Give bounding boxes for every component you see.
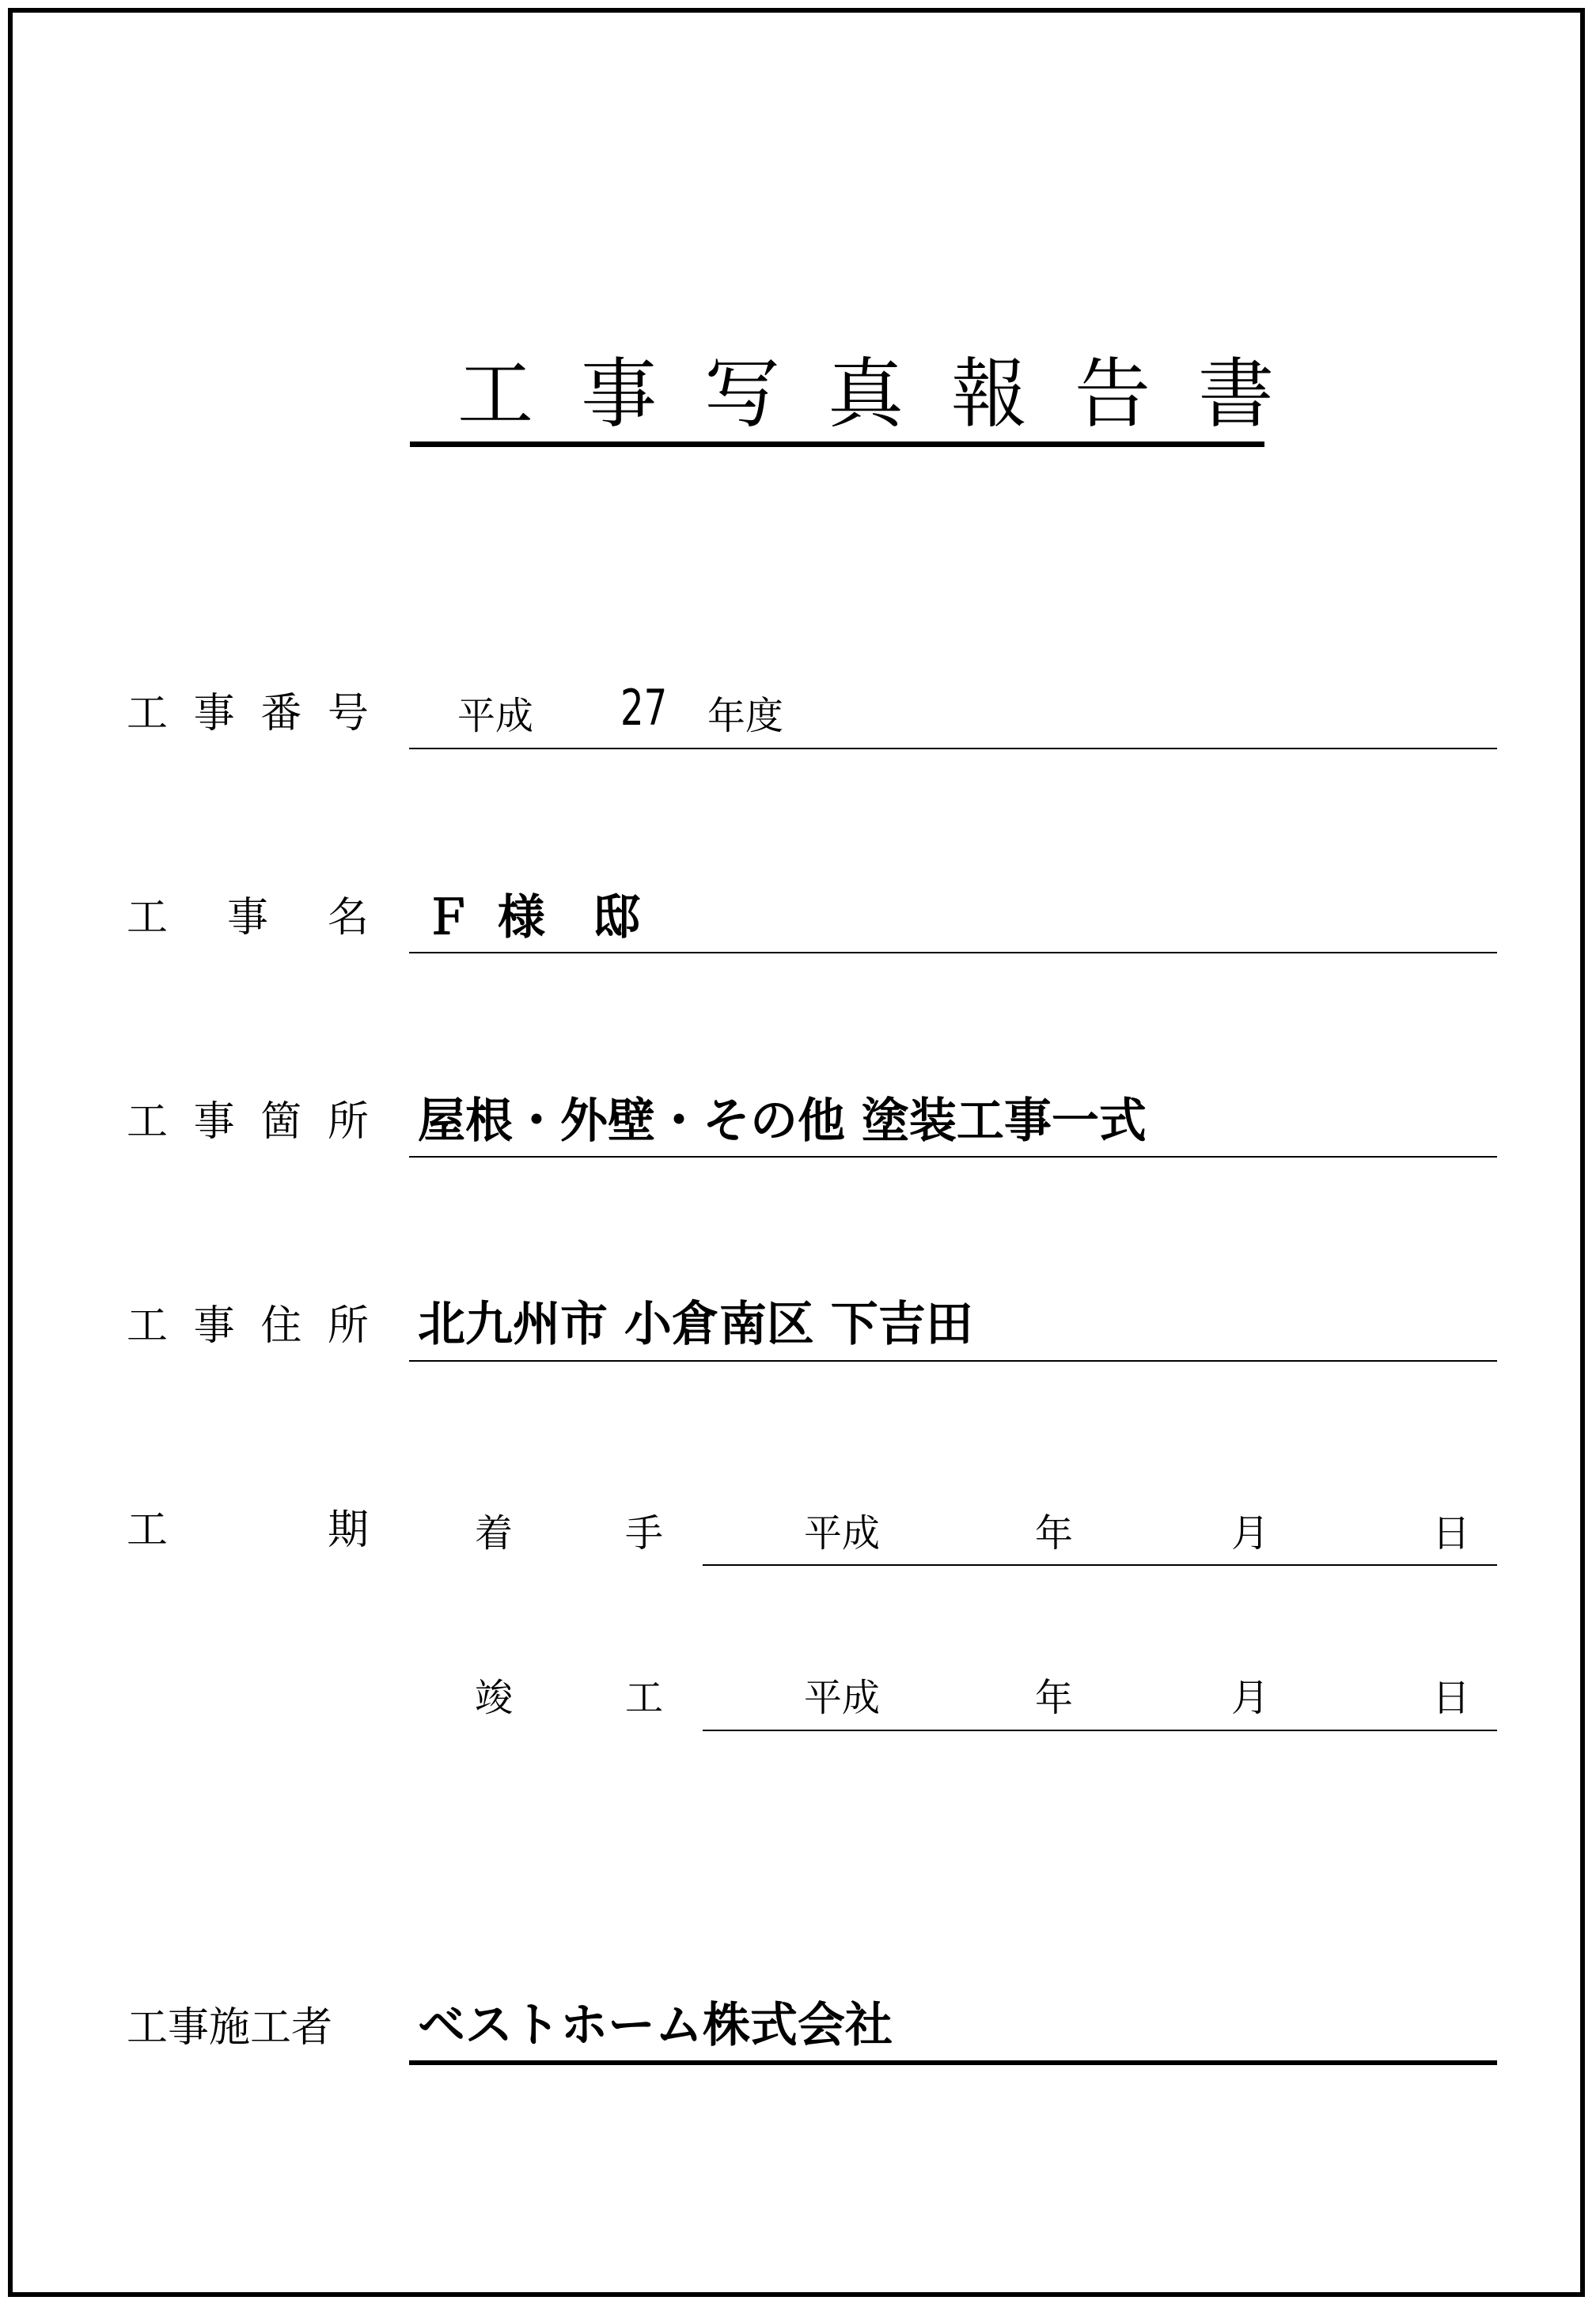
report-title bbox=[410, 348, 1321, 447]
period-start-year: 年 bbox=[1035, 1511, 1074, 1556]
period-end-month: 月 bbox=[1231, 1676, 1270, 1720]
label-char: 工 bbox=[127, 894, 169, 942]
label-construction-address bbox=[127, 1302, 369, 1350]
label-char: 工 bbox=[127, 690, 169, 737]
number-underline bbox=[409, 748, 1497, 749]
location-underline bbox=[409, 1156, 1497, 1158]
period-end-year: 年 bbox=[1035, 1676, 1074, 1720]
period-start-label-a: 着 bbox=[475, 1511, 514, 1556]
period-start-day: 日 bbox=[1432, 1511, 1471, 1556]
label-contractor: 工事施工者 bbox=[127, 2004, 333, 2052]
period-start-month: 月 bbox=[1231, 1511, 1270, 1556]
period-end-day: 日 bbox=[1432, 1676, 1471, 1720]
period-start-label-b: 手 bbox=[625, 1511, 664, 1556]
period-start-era: 平成 bbox=[804, 1511, 881, 1556]
contractor-value: ベストホーム株式会社 bbox=[418, 1998, 893, 2053]
contractor-underline bbox=[409, 2060, 1497, 2065]
label-char: 事 bbox=[193, 690, 235, 737]
label-construction-name bbox=[127, 894, 369, 942]
number-suffix: 年度 bbox=[707, 694, 784, 738]
name-underline bbox=[409, 952, 1497, 953]
label-char: 住 bbox=[260, 1302, 302, 1350]
label-char: 所 bbox=[327, 1098, 369, 1146]
address-underline bbox=[409, 1360, 1497, 1362]
period-end-label-b: 工 bbox=[625, 1676, 664, 1720]
label-char: 事 bbox=[226, 894, 268, 942]
label-char: 事 bbox=[193, 1098, 235, 1146]
construction-location-value: 屋根・外壁・その他 塗装工事一式 bbox=[418, 1093, 1147, 1149]
label-construction-location bbox=[127, 1098, 369, 1146]
label-char: 名 bbox=[327, 894, 369, 942]
label-construction-period bbox=[127, 1506, 369, 1554]
label-char: 所 bbox=[327, 1302, 369, 1350]
label-char: 工 bbox=[127, 1506, 169, 1554]
label-char: 工 bbox=[127, 1302, 169, 1350]
period-start-underline bbox=[703, 1564, 1497, 1566]
construction-address-value: 北九州市 小倉南区 下吉田 bbox=[418, 1297, 973, 1352]
label-char: 番 bbox=[260, 690, 302, 737]
label-construction-number bbox=[127, 690, 369, 737]
report-title-text: 工事写真報告書 bbox=[457, 350, 1321, 438]
label-char: 工 bbox=[127, 1098, 169, 1146]
label-char: 期 bbox=[327, 1506, 369, 1554]
construction-name-value: Ｆ 様 邸 bbox=[424, 890, 640, 946]
number-year: 27 bbox=[620, 679, 668, 737]
period-end-underline bbox=[703, 1730, 1497, 1731]
period-end-era: 平成 bbox=[804, 1676, 881, 1720]
number-era: 平成 bbox=[457, 694, 534, 738]
label-char: 箇 bbox=[260, 1098, 302, 1146]
label-char: 事 bbox=[193, 1302, 235, 1350]
period-end-label-a: 竣 bbox=[475, 1676, 514, 1720]
label-char: 号 bbox=[327, 690, 369, 737]
